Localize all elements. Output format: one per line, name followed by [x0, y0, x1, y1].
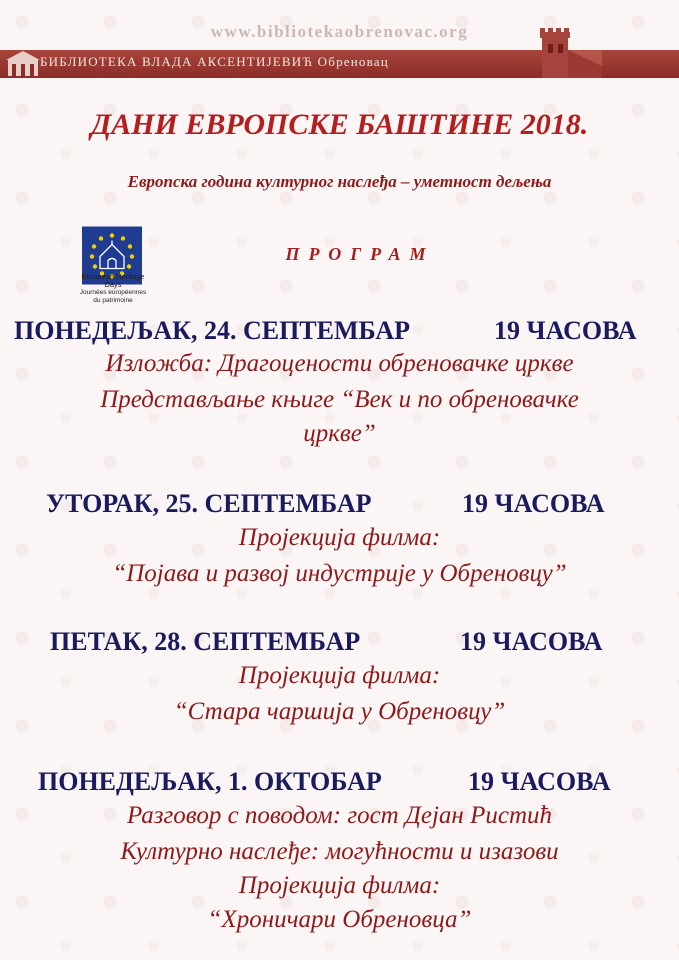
event-4-time: 19 ЧАСОВА — [468, 767, 611, 796]
castle-tower-icon — [532, 22, 602, 78]
event-4-line-3: Пројекција филма: — [238, 872, 441, 899]
event-4-line-4: “Хроничари Обреновца” — [207, 906, 472, 933]
event-2-line-2: “Појава и развој индустрије у Обреновцу” — [112, 560, 567, 587]
event-2-time: 19 ЧАСОВА — [462, 489, 605, 518]
header-banner — [0, 0, 679, 78]
event-4-line-2: Културно наслеђе: могућности и изазови — [120, 838, 559, 865]
library-name: БИБЛИОТЕКА ВЛАДА АКСЕНТИЈЕВИЋ Обреновац — [40, 54, 389, 69]
event-subtitle: Европска година културног наслеђа – уметност дељења — [127, 172, 552, 191]
event-1-line-2: Представљање књиге “Век и по обреновачке — [100, 386, 579, 413]
event-4-day: ПОНЕДЕЉАК, 1. ОКТОБАР — [38, 767, 382, 796]
logo-caption-line2: Journées européennes — [79, 289, 147, 296]
library-building-icon — [6, 50, 40, 78]
event-4-line-1: Разговор с поводом: гост Дејан Ристић — [126, 802, 553, 829]
event-1-line-3: цркве” — [303, 420, 376, 447]
logo-caption-line1: European Heritage Days — [81, 272, 145, 289]
logo-caption-line3: du patrimoine — [93, 297, 133, 304]
event-3-time: 19 ЧАСОВА — [460, 627, 603, 656]
event-1-time: 19 ЧАСОВА — [494, 316, 637, 345]
event-3-line-1: Пројекција филма: — [238, 662, 441, 689]
website-url: www.bibliotekaobrenovac.org — [210, 22, 469, 41]
event-title: ДАНИ ЕВРОПСКЕ БАШТИНЕ 2018. — [90, 108, 589, 141]
event-1-line-1: Изложба: Драгоцености обреновачке цркве — [105, 350, 574, 377]
event-3-line-2: “Стара чаршија у Обреновцу” — [173, 698, 506, 725]
program-label: ПРОГРАМ — [285, 244, 435, 264]
event-1-day: ПОНЕДЕЉАК, 24. СЕПТЕМБАР — [14, 316, 411, 345]
event-2-day: УТОРАК, 25. СЕПТЕМБАР — [46, 489, 372, 518]
event-3-day: ПЕТАК, 28. СЕПТЕМБАР — [50, 627, 361, 656]
logo-caption — [72, 273, 154, 305]
event-2-line-1: Пројекција филма: — [238, 524, 441, 551]
